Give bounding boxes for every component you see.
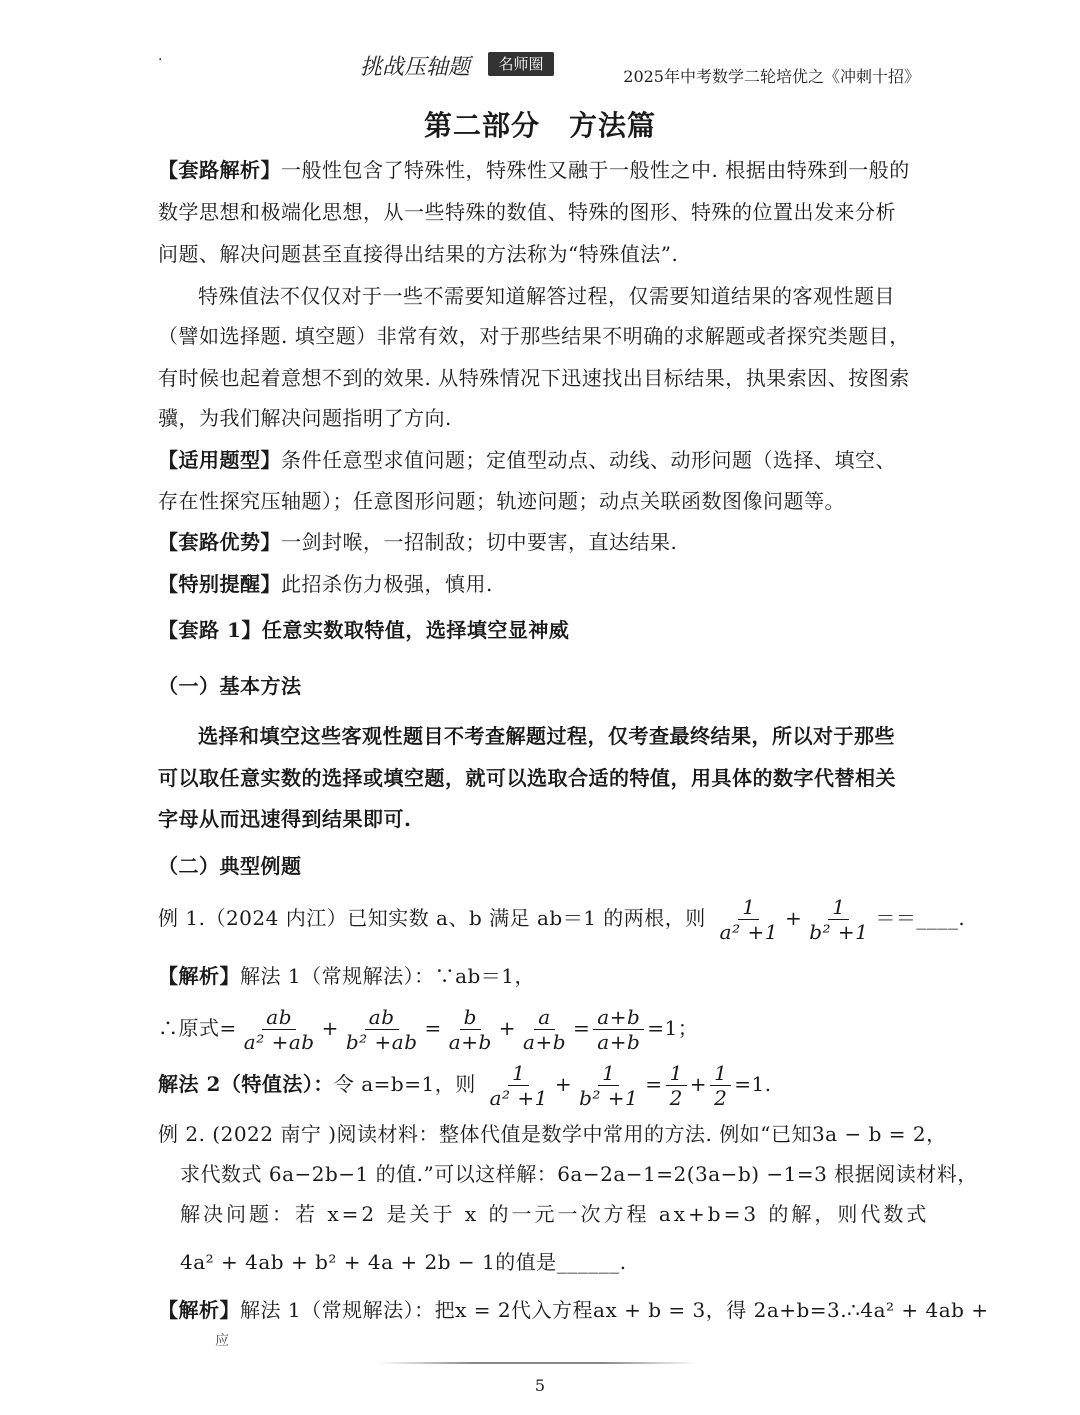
logo-badge: 名师圈 [488, 52, 554, 76]
example2-line-4: 4a² + 4ab + b² + 4a + 2b − 1的值是______. [180, 1250, 627, 1274]
solution-label: 【解析】 [158, 964, 240, 988]
fraction: $\frac{b}{a+b}$ [448, 1005, 492, 1054]
types-line-2: 存在性探究压轴题）；任意图形问题；轨迹问题；动点关联函数图像问题等。 [158, 489, 845, 513]
advantage-line: 【套路优势】一剑封喉，一招制敌；切中要害，直达结果. [158, 530, 678, 554]
fraction: $\frac{1}{\text{b² +1}}$ [809, 895, 869, 944]
example2-line-2: 求代数式 6a−2b−1 的值.”可以这样解：6a−2a−1=2(3a−b) −1=3 根据阅读材料， [180, 1162, 978, 1186]
example1-derivation: ∴原式= $\frac{ab}{\text{a² +ab}}$ + $\frac{ab}{\text{b² +ab}}$ = $\frac{b}{a+b}$ + $\frac{a}{a+b}$ = $\frac{a+b}{a+b}$ =1； [158, 1005, 699, 1054]
fraction: $\frac{1}{\text{a² +1}}$ [489, 1061, 548, 1110]
basic-line-1: 选择和填空这些客观性题目不考查解题过程，仅考查最终结果，所以对于那些 [198, 724, 895, 748]
solution-label: 【解析】 [158, 1298, 240, 1322]
basic-line-3: 字母从而迅速得到结果即可. [158, 807, 412, 831]
example2-line-3: 解决问题：若 x=2 是关于 x 的一元一次方程 ax+b=3 的解，则代数式 [180, 1202, 930, 1226]
fraction: $\frac{1}{\text{b² +1}}$ [579, 1061, 639, 1110]
fraction: $\frac{a}{a+b}$ [523, 1005, 566, 1054]
types-label: 【适用题型】 [158, 448, 281, 472]
warning-line: 【特别提醒】此招杀伤力极强，慎用. [158, 572, 493, 596]
fraction: $\frac{a+b}{a+b}$ [593, 1005, 644, 1054]
example2-solution: 【解析】解法 1（常规解法）：把x = 2代入方程ax + b = 3，得 2a+b=3.∴4a² + 4ab + [158, 1298, 989, 1322]
para2-line-3: 有时候也起着意想不到的效果. 从特殊情况下迅速找出目标结果，执果索因、按图索 [158, 366, 910, 390]
publisher-logo [360, 50, 555, 80]
types-line-1: 【适用题型】条件任意型求值问题；定值型动点、动线、动形问题（选择、填空、 [158, 448, 896, 472]
advantage-label: 【套路优势】 [158, 530, 281, 554]
analysis-label: 【套路解析】 [158, 158, 281, 182]
example1-solution-2: 解法 2（特值法）：令 a=b=1，则 $\frac{1}{\text{a² +1}}$ + $\frac{1}{\text{b² +1}}$ = $\frac{1}{2}$ + $\frac{1}{2}$ =1. [158, 1061, 772, 1110]
analysis-line-2: 数学思想和极端化思想，从一些特殊的数值、特殊的图形、特殊的位置出发来分析 [158, 200, 896, 224]
para2-line-1: 特殊值法不仅仅对于一些不需要知道解答过程，仅需要知道结果的客观性题目 [198, 284, 895, 308]
fraction: $\frac{ab}{\text{b² +ab}}$ [345, 1005, 418, 1054]
analysis-line-3: 问题、解决问题甚至直接得出结果的方法称为“特殊值法”. [158, 242, 679, 266]
corner-dot: · [158, 52, 163, 68]
basic-line-2: 可以取任意实数的选择或填空题，就可以选取合适的特值，用具体的数字代替相关 [158, 766, 896, 790]
corner-mark: 应 [215, 1333, 229, 1349]
example2-line-1: 例 2. (2022 南宁 )阅读材料：整体代值是数学中常用的方法. 例如“已知3a − b = 2， [158, 1122, 947, 1146]
example1-stem: 例 1.（2024 内江）已知实数 a、b 满足 ab＝1 的两根，则 $\frac{1}{\text{a² +1}}$ + $\frac{1}{\text{b² +1}}$ ＝＝____. [158, 895, 966, 944]
fraction: $\frac{1}{2}$ [666, 1061, 687, 1110]
footer-divider [378, 1362, 698, 1364]
analysis-line-1: 【套路解析】一般性包含了特殊性，特殊性又融于一般性之中. 根据由特殊到一般的 [158, 158, 910, 182]
logo-calligraphy: 挑战压轴题 [360, 55, 471, 80]
fraction: $\frac{1}{\text{a² +1}}$ [719, 895, 778, 944]
page-number: 5 [534, 1376, 546, 1395]
section-basic-method: （一）基本方法 [158, 674, 302, 698]
fraction: $\frac{ab}{\text{a² +ab}}$ [243, 1005, 315, 1054]
fraction: $\frac{1}{2}$ [710, 1061, 731, 1110]
para2-line-2: （譬如选择题. 填空题）非常有效，对于那些结果不明确的求解题或者探究类题目， [158, 324, 910, 348]
section-typical-examples: （二）典型例题 [158, 854, 302, 878]
routine1-title: 【套路 1】任意实数取特值，选择填空显神威 [158, 618, 570, 642]
page-title: 第二部分 方法篇 [423, 109, 656, 142]
warning-label: 【特别提醒】 [158, 572, 281, 596]
example1-solution-1: 【解析】解法 1（常规解法）：∵ab＝1， [158, 964, 536, 988]
para2-line-4: 骥，为我们解决问题指明了方向. [158, 406, 452, 430]
book-title: 2025年中考数学二轮培优之《冲刺十招》 [623, 67, 920, 86]
